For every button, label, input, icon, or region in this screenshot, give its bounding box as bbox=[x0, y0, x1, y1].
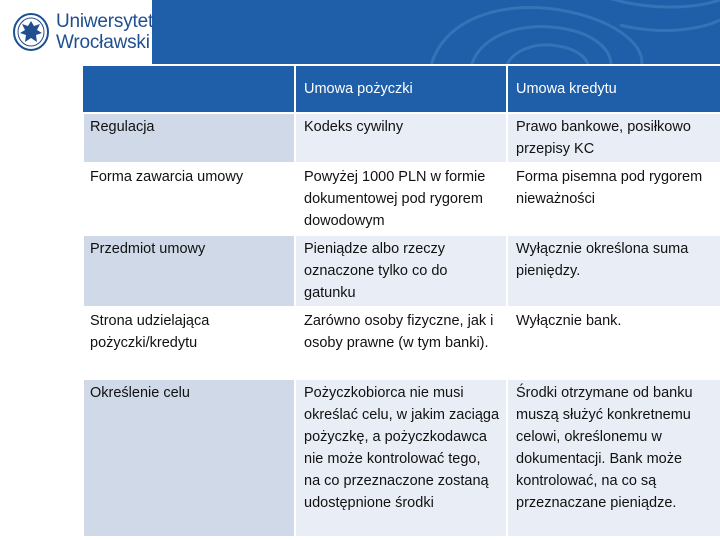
table-row bbox=[83, 163, 720, 235]
logo-line2: Wrocławski bbox=[56, 32, 150, 53]
row-label: Przedmiot umowy bbox=[83, 235, 295, 307]
row-label: Regulacja bbox=[83, 113, 295, 163]
loan-cell: Pożyczkobiorca nie musi określać celu, w jakim zaciąga pożyczkę, a pożyczkodawca nie może kontrolować tego, na co przeznaczone zostaną udostępnione środki bbox=[295, 379, 507, 537]
credit-cell: Wyłącznie bank. bbox=[507, 307, 720, 379]
credit-cell: Wyłącznie określona suma pieniędzy. bbox=[507, 235, 720, 307]
loan-cell: Zarówno osoby fizyczne, jak i osoby prawne (w tym banki). bbox=[295, 307, 507, 379]
credit-cell: Środki otrzymane od banku muszą służyć konkretnemu celowi, określonemu w dokumentacji. Bank może kontrolować, na co są przeznaczane pieniądze. bbox=[507, 379, 720, 537]
table-header-row bbox=[83, 65, 720, 113]
table-row bbox=[83, 113, 720, 163]
comparison-table bbox=[82, 64, 720, 538]
table-row bbox=[83, 379, 720, 537]
logo-line1: Uniwersytet bbox=[56, 11, 154, 32]
university-eagle-emblem-icon bbox=[12, 12, 50, 52]
loan-cell: Powyżej 1000 PLN w formie dokumentowej pod rygorem dowodowym bbox=[295, 163, 507, 235]
table-row bbox=[83, 235, 720, 307]
header-loan-agreement: Umowa pożyczki bbox=[295, 65, 507, 113]
loan-cell: Pieniądze albo rzeczy oznaczone tylko co do gatunku bbox=[295, 235, 507, 307]
row-label: Określenie celu bbox=[83, 379, 295, 537]
row-label: Strona udzielająca pożyczki/kredytu bbox=[83, 307, 295, 379]
credit-cell: Prawo bankowe, posiłkowo przepisy KC bbox=[507, 113, 720, 163]
header-credit-agreement: Umowa kredytu bbox=[507, 65, 720, 113]
logo[interactable] bbox=[0, 0, 152, 64]
table-row bbox=[83, 307, 720, 379]
header-corner-cell bbox=[83, 65, 295, 113]
logo-text bbox=[56, 11, 153, 53]
row-label: Forma zawarcia umowy bbox=[83, 163, 295, 235]
loan-cell: Kodeks cywilny bbox=[295, 113, 507, 163]
credit-cell: Forma pisemna pod rygorem nieważności bbox=[507, 163, 720, 235]
